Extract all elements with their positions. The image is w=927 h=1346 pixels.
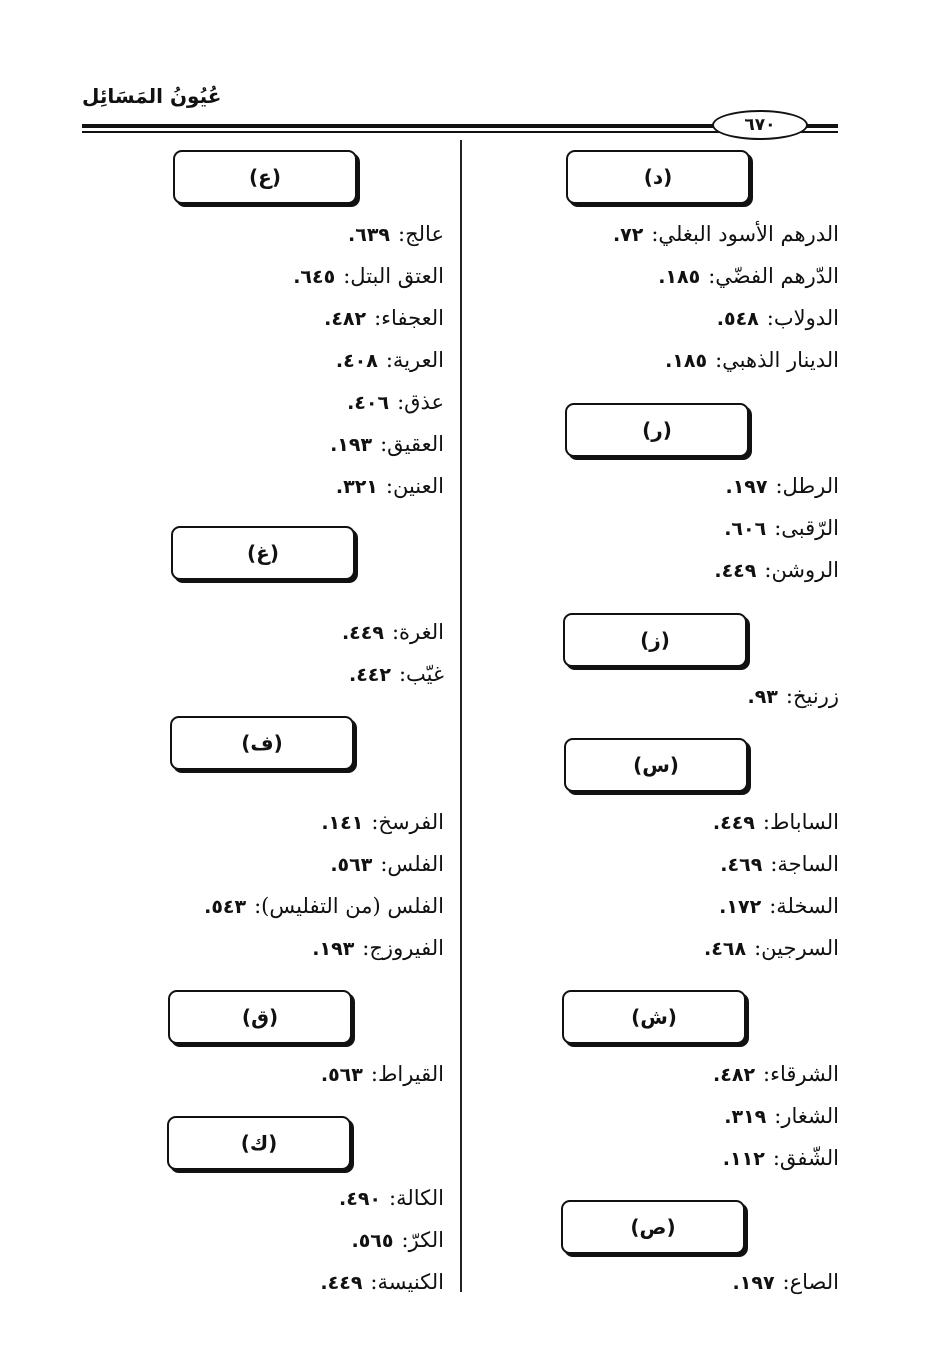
index-entry bbox=[342, 620, 444, 644]
entry-term: العتق البتل: bbox=[343, 264, 444, 288]
entry-page: ٧٢. bbox=[612, 224, 644, 246]
section-letter: (ق) bbox=[241, 1005, 279, 1029]
entry-page: ٤٠٨. bbox=[335, 350, 378, 372]
index-entry bbox=[204, 894, 444, 918]
entry-page: ١٤١. bbox=[321, 812, 364, 834]
entry-page: ٩٣. bbox=[747, 686, 778, 708]
entry-term: الرطل: bbox=[775, 474, 839, 498]
index-entry bbox=[321, 810, 444, 834]
page-number: ٦٧٠ bbox=[744, 115, 776, 135]
entry-term: غيّب: bbox=[398, 662, 444, 686]
index-entry bbox=[725, 474, 839, 498]
entry-term: العرية: bbox=[385, 348, 444, 372]
entry-page: ٤٤٩. bbox=[341, 622, 384, 644]
entry-page: ١٨٥. bbox=[658, 266, 701, 288]
entry-page: ٥٦٣. bbox=[330, 854, 373, 876]
entry-term: الساجة: bbox=[770, 852, 839, 876]
section-letter: (ف) bbox=[241, 731, 283, 755]
entry-page: ٦٠٦. bbox=[724, 518, 767, 540]
index-entry bbox=[733, 1270, 839, 1294]
section-letter: (س) bbox=[633, 753, 679, 777]
entry-term: الفلس (من التفليس): bbox=[254, 894, 444, 918]
entry-term: الدولاب: bbox=[766, 306, 839, 330]
index-entry bbox=[658, 264, 839, 288]
section-header-ain bbox=[173, 150, 357, 204]
entry-page: ٣٢١. bbox=[335, 476, 378, 498]
entry-page: ٥٦٣. bbox=[320, 1064, 363, 1086]
section-header-dal bbox=[566, 150, 750, 204]
section-header-zay bbox=[563, 613, 747, 667]
column-divider bbox=[460, 140, 462, 1292]
index-entry bbox=[324, 306, 444, 330]
index-entry bbox=[665, 348, 839, 372]
entry-term: الكنيسة: bbox=[370, 1270, 444, 1294]
entry-page: ١٩٣. bbox=[330, 434, 373, 456]
entry-page: ٤٨٢. bbox=[713, 1064, 756, 1086]
section-header-qaf bbox=[168, 990, 352, 1044]
index-entry bbox=[339, 1186, 444, 1210]
entry-page: ٤٤٩. bbox=[714, 560, 757, 582]
entry-term: الرّقبى: bbox=[774, 516, 839, 540]
entry-page: ٤٦٨. bbox=[704, 938, 747, 960]
index-entry bbox=[336, 348, 444, 372]
section-header-kaf bbox=[167, 1116, 351, 1170]
entry-page: ٤٤٩. bbox=[320, 1272, 363, 1294]
entry-term: الفرسخ: bbox=[371, 810, 444, 834]
index-entry bbox=[349, 662, 444, 686]
section-header-sin bbox=[564, 738, 748, 792]
section-header-shin bbox=[562, 990, 746, 1044]
index-entry bbox=[723, 1146, 839, 1170]
entry-term: الفلس: bbox=[380, 852, 444, 876]
entry-page: ٥٦٥. bbox=[351, 1230, 394, 1252]
entry-term: الفيروزج: bbox=[362, 936, 444, 960]
entry-page: ٦٤٥. bbox=[293, 266, 336, 288]
entry-term: العنين: bbox=[385, 474, 444, 498]
section-letter: (ك) bbox=[240, 1131, 278, 1155]
index-entry bbox=[320, 1270, 444, 1294]
entry-term: السرجين: bbox=[754, 936, 839, 960]
section-letter: (ص) bbox=[630, 1215, 676, 1239]
index-entry bbox=[613, 222, 839, 246]
entry-page: ٥٤٣. bbox=[204, 896, 247, 918]
index-entry bbox=[347, 390, 444, 414]
index-entry bbox=[330, 432, 444, 456]
section-header-ra bbox=[565, 403, 749, 457]
index-entry bbox=[713, 1062, 839, 1086]
section-letter: (ز) bbox=[640, 628, 670, 652]
entry-page: ٥٤٨. bbox=[716, 308, 759, 330]
section-letter: (غ) bbox=[247, 541, 279, 565]
entry-term: الكالة: bbox=[389, 1186, 444, 1210]
index-entry bbox=[720, 852, 839, 876]
entry-term: الساباط: bbox=[762, 810, 839, 834]
index-entry bbox=[724, 1104, 839, 1128]
entry-term: السخلة: bbox=[769, 894, 839, 918]
entry-page: ٤٦٩. bbox=[720, 854, 763, 876]
entry-term: العقيق: bbox=[380, 432, 444, 456]
entry-page: ١٩٧. bbox=[725, 476, 768, 498]
entry-term: الروشن: bbox=[764, 558, 839, 582]
section-header-sad bbox=[561, 1200, 745, 1254]
entry-term: العجفاء: bbox=[374, 306, 444, 330]
page-number-badge bbox=[712, 110, 808, 140]
section-letter: (ر) bbox=[642, 418, 672, 442]
entry-term: الدينار الذهبي: bbox=[715, 348, 839, 372]
section-header-ghain bbox=[171, 526, 355, 580]
index-entry bbox=[351, 1228, 444, 1252]
index-entry bbox=[293, 264, 444, 288]
entry-term: الغرة: bbox=[391, 620, 444, 644]
entry-page: ١٨٥. bbox=[665, 350, 708, 372]
index-entry bbox=[348, 222, 444, 246]
entry-term: الدرهم الأسود البغلي: bbox=[651, 222, 839, 246]
entry-term: الدّرهم الفضّي: bbox=[708, 264, 839, 288]
entry-term: الكرّ: bbox=[401, 1228, 444, 1252]
entry-page: ١٩٣. bbox=[312, 938, 355, 960]
entry-term: الشرقاء: bbox=[763, 1062, 839, 1086]
index-entry bbox=[719, 894, 839, 918]
entry-page: ١٩٧. bbox=[732, 1272, 775, 1294]
index-entry bbox=[321, 1062, 444, 1086]
entry-term: زرنيخ: bbox=[785, 684, 839, 708]
entry-term: الشّفق: bbox=[772, 1146, 839, 1170]
index-entry bbox=[724, 516, 839, 540]
section-letter: (د) bbox=[643, 165, 673, 189]
entry-term: القيراط: bbox=[370, 1062, 444, 1086]
index-entry bbox=[330, 852, 444, 876]
entry-page: ١٧٢. bbox=[719, 896, 762, 918]
index-entry bbox=[312, 936, 444, 960]
entry-term: الشغار: bbox=[774, 1104, 839, 1128]
book-title: عُيُونُ المَسَائِل bbox=[82, 84, 222, 108]
index-entry bbox=[713, 810, 839, 834]
entry-page: ٣١٩. bbox=[724, 1106, 767, 1128]
section-letter: (ع) bbox=[249, 165, 281, 189]
entry-page: ١١٢. bbox=[722, 1148, 765, 1170]
entry-page: ٦٣٩. bbox=[348, 224, 391, 246]
index-entry bbox=[747, 684, 839, 708]
entry-page: ٤٨٢. bbox=[324, 308, 367, 330]
entry-term: الصاع: bbox=[782, 1270, 839, 1294]
entry-page: ٤٤٩. bbox=[712, 812, 755, 834]
entry-page: ٤٩٠. bbox=[339, 1188, 382, 1210]
entry-page: ٤٤٢. bbox=[348, 664, 391, 686]
index-entry bbox=[714, 558, 839, 582]
entry-page: ٤٠٦. bbox=[347, 392, 390, 414]
entry-term: عذق: bbox=[397, 390, 444, 414]
entry-term: عالج: bbox=[398, 222, 444, 246]
index-entry bbox=[704, 936, 839, 960]
index-entry bbox=[717, 306, 839, 330]
section-letter: (ش) bbox=[631, 1005, 677, 1029]
index-entry bbox=[336, 474, 444, 498]
section-header-fa bbox=[170, 716, 354, 770]
